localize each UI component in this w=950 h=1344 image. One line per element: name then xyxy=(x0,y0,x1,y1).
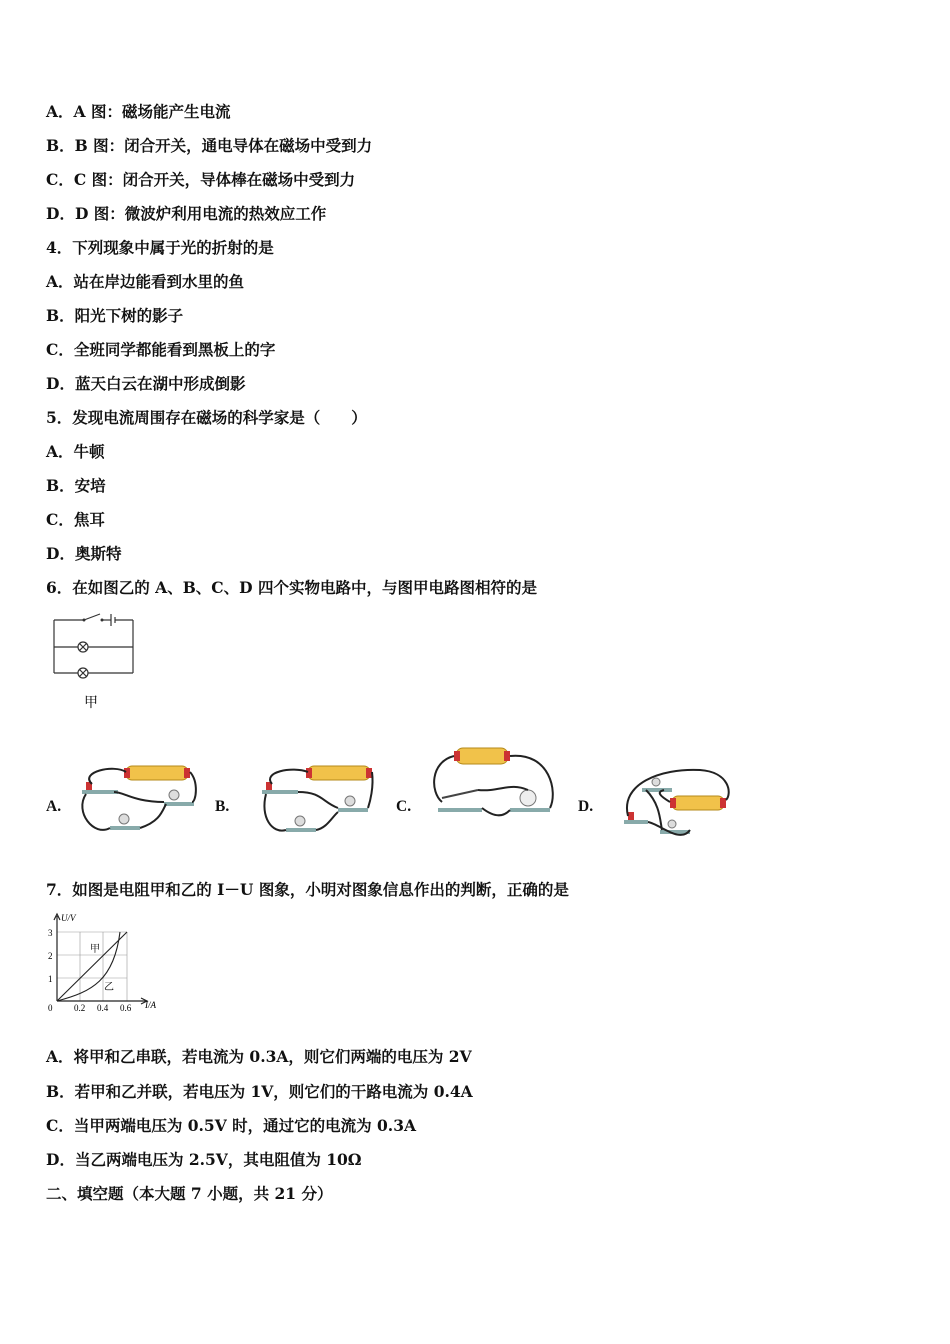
x-tick-0.2: 0.2 xyxy=(74,1003,86,1013)
q3-option-c: C．C 图：闭合开关，导体棒在磁场中受到力 xyxy=(46,170,356,189)
q5-option-a: A．牛顿 xyxy=(46,442,105,461)
circuit-diagram-caption: 甲 xyxy=(84,696,98,711)
q4-option-a: A．站在岸边能看到水里的鱼 xyxy=(46,272,245,291)
y-tick-1: 1 xyxy=(48,974,53,984)
q4-option-b: B．阳光下树的影子 xyxy=(46,306,184,325)
y-tick-3: 3 xyxy=(48,928,53,938)
q4-option-c: C．全班同学都能看到黑板上的字 xyxy=(46,340,276,359)
curve-label-yi: 乙 xyxy=(104,982,114,993)
q6-option-c-label: C. xyxy=(396,798,412,815)
x-tick-0.4: 0.4 xyxy=(97,1003,109,1013)
q5-option-c: C．焦耳 xyxy=(46,510,105,529)
y-axis-label: U/V xyxy=(61,913,76,923)
x-tick-0: 0 xyxy=(48,1003,53,1013)
q7-stem: 7．如图是电阻甲和乙的 I－U 图象，小明对图象信息作出的判断，正确的是 xyxy=(46,880,569,899)
q7-option-a: A．将甲和乙串联，若电流为 0.3A，则它们两端的电压为 2V xyxy=(46,1047,472,1066)
q5-option-d: D．奥斯特 xyxy=(46,544,122,563)
q3-option-d: D．D 图：微波炉利用电流的热效应工作 xyxy=(46,204,327,223)
q7-option-b: B．若甲和乙并联，若电压为 1V，则它们的干路电流为 0.4A xyxy=(46,1082,473,1101)
section-2-title: 二、填空题（本大题 7 小题，共 21 分） xyxy=(46,1184,333,1203)
q3-option-a: A．A 图：磁场能产生电流 xyxy=(46,102,231,121)
q5-option-b: B．安培 xyxy=(46,476,106,495)
q7-option-c: C．当甲两端电压为 0.5V 时，通过它的电流为 0.3A xyxy=(46,1116,417,1135)
q3-option-b: B．B 图：闭合开关，通电导体在磁场中受到力 xyxy=(46,136,373,155)
curve-label-jia: 甲 xyxy=(90,944,100,955)
curve-jia xyxy=(57,932,127,1001)
iu-graph xyxy=(42,910,167,1015)
q7-option-d: D．当乙两端电压为 2.5V，其电阻值为 10Ω xyxy=(46,1150,362,1169)
x-axis-label: I/A xyxy=(145,1000,156,1010)
q5-stem: 5．发现电流周围存在磁场的科学家是（ ） xyxy=(46,408,367,427)
physical-circuit-c-image xyxy=(430,742,560,832)
physical-circuit-a-image xyxy=(74,762,199,840)
y-tick-2: 2 xyxy=(48,951,53,961)
circuit-diagram-jia xyxy=(48,610,143,715)
q4-stem: 4．下列现象中属于光的折射的是 xyxy=(46,238,274,257)
q6-stem: 6．在如图乙的 A、B、C、D 四个实物电路中，与图甲电路图相符的是 xyxy=(46,578,537,597)
q6-option-b-label: B. xyxy=(215,798,230,815)
q4-option-d: D．蓝天白云在湖中形成倒影 xyxy=(46,374,246,393)
q6-option-a-label: A. xyxy=(46,798,62,815)
x-tick-0.6: 0.6 xyxy=(120,1003,132,1013)
physical-circuit-b-image xyxy=(252,762,377,840)
physical-circuit-d-image xyxy=(620,764,732,840)
q6-option-d-label: D. xyxy=(578,798,594,815)
